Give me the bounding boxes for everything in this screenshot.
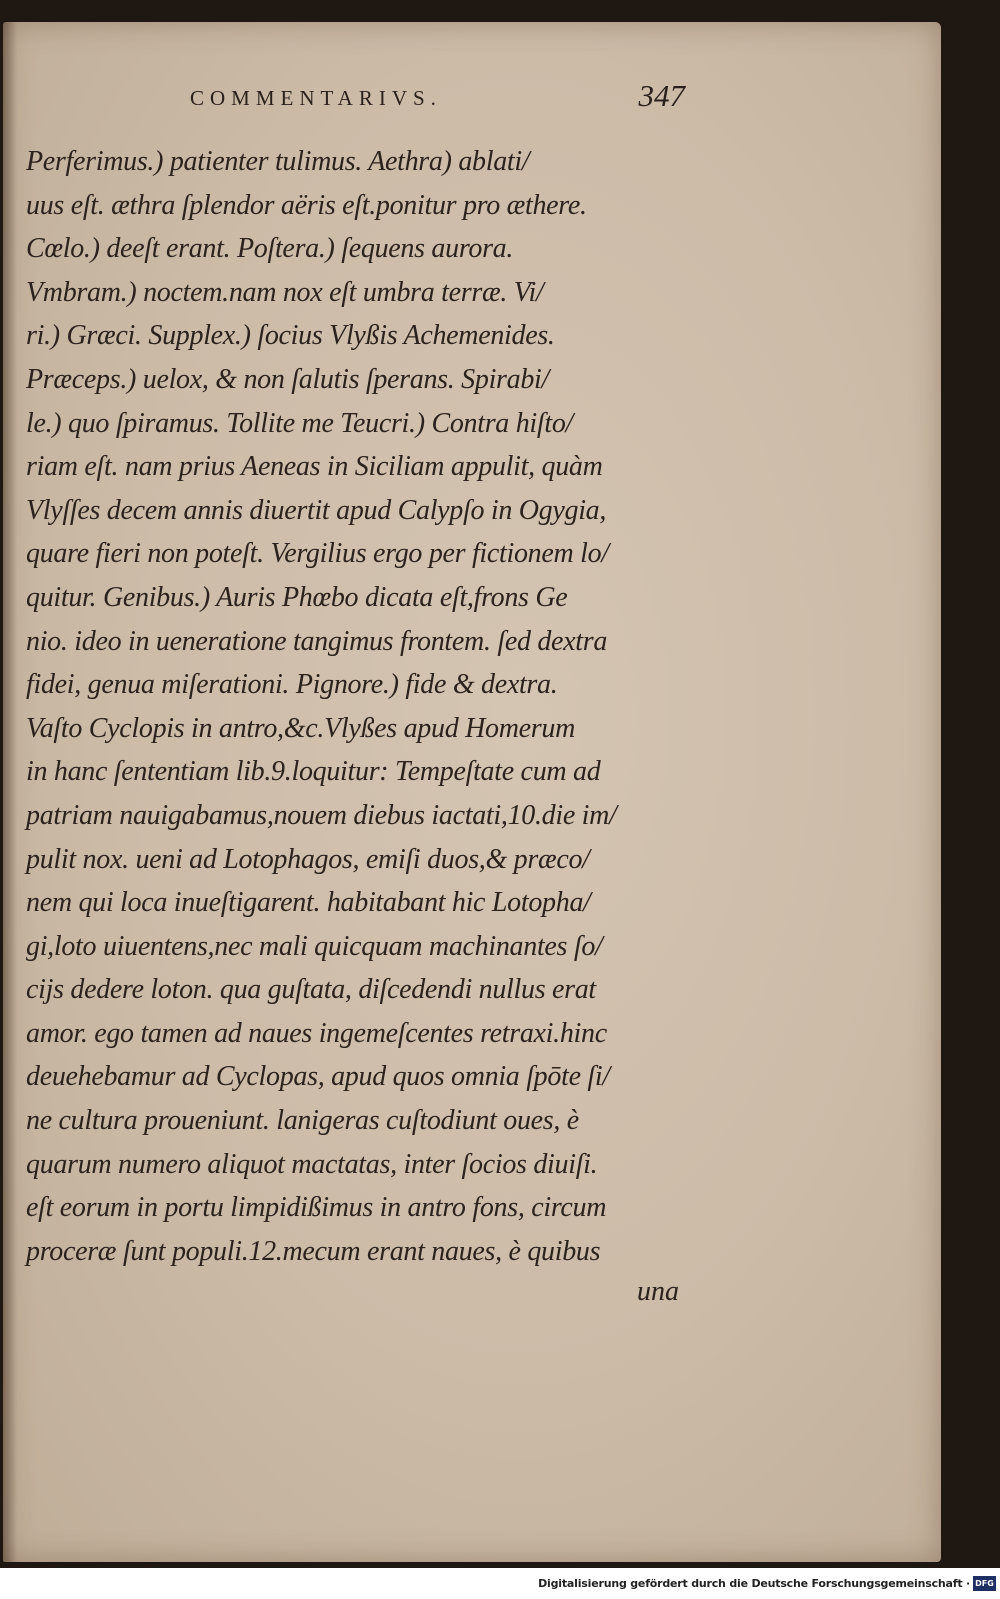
text-line: eſt eorum in portu limpidißimus in antro fons, circum bbox=[26, 1192, 607, 1224]
text-line: quare fieri non poteſt. Vergilius ergo per fictionem lo/ bbox=[26, 538, 609, 570]
catchword: una bbox=[637, 1276, 679, 1307]
text-line: riam eſt. nam prius Aeneas in Siciliam appulit, quàm bbox=[26, 451, 603, 483]
text-line: le.) quo ſpiramus. Tollite me Teucri.) Contra hiſto/ bbox=[26, 407, 574, 439]
text-line: ne cultura proueniunt. lanigeras cuſtodiunt oues, è bbox=[26, 1105, 579, 1137]
text-line: pulit nox. ueni ad Lotophagos, emiſi duos,& præco/ bbox=[26, 843, 590, 875]
text-line: proceræ ſunt populi.12.mecum erant naues, è quibus bbox=[26, 1235, 601, 1267]
text-line: nio. ideo in ueneratione tangimus frontem. ſed dextra bbox=[26, 625, 608, 657]
text-line: uus eſt. æthra ſplendor aëris eſt.ponitur pro æthere. bbox=[26, 189, 587, 221]
text-line: Perferimus.) patienter tulimus. Aethra) ablati/ bbox=[26, 146, 530, 177]
page-number: 347 bbox=[638, 78, 685, 113]
funding-credit: Digitalisierung gefördert durch die Deutsche Forschungsgemeinschaft · bbox=[538, 1577, 970, 1590]
text-line: in hanc ſententiam lib.9.loquitur: Tempeſtate cum ad bbox=[26, 756, 601, 788]
text-line: fidei, genua miſerationi. Pignore.) fide & dextra. bbox=[26, 669, 558, 701]
footer-bar bbox=[0, 1568, 1000, 1599]
text-block bbox=[26, 140, 696, 1273]
page-gutter-shadow bbox=[3, 22, 17, 1562]
text-line: nem qui loca inueſtigarent. habitabant hic Lotopha/ bbox=[26, 887, 591, 919]
running-head: COMMENTARIVS. bbox=[190, 86, 442, 110]
page-header bbox=[190, 80, 685, 116]
text-line: Cœlo.) deeſt erant. Poſtera.) ſequens aurora. bbox=[26, 233, 514, 265]
text-line: Vmbram.) noctem.nam nox eſt umbra terræ. Vi/ bbox=[26, 276, 544, 308]
text-line: cijs dedere loton. qua guſtata, diſcedendi nullus erat bbox=[26, 974, 596, 1006]
text-line: Præceps.) uelox, & non ſalutis ſperans. Spirabi/ bbox=[26, 363, 550, 395]
text-line: patriam nauigabamus,nouem diebus iactati,10.die im/ bbox=[26, 799, 617, 831]
text-line: gi,loto uiuentens,nec mali quicquam machinantes ſo/ bbox=[26, 930, 603, 962]
text-line: quarum numero aliquot mactatas, inter ſocios diuiſi. bbox=[26, 1148, 598, 1180]
dfg-logo-icon: DFG bbox=[973, 1576, 996, 1591]
text-line: amor. ego tamen ad naues ingemeſcentes retraxi.hinc bbox=[26, 1017, 607, 1049]
text-line: deuehebamur ad Cyclopas, apud quos omnia ſpōte ſi/ bbox=[26, 1061, 610, 1093]
text-line: ri.) Græci. Supplex.) ſocius Vlyßis Achemenides. bbox=[26, 320, 555, 352]
text-line: quitur. Genibus.) Auris Phœbo dicata eſt,frons Ge bbox=[26, 581, 568, 613]
text-line: Vaſto Cyclopis in antro,&c.Vlyßes apud Homerum bbox=[26, 712, 575, 744]
text-line: Vlyſſes decem annis diuertit apud Calypſo in Ogygia, bbox=[26, 494, 607, 526]
